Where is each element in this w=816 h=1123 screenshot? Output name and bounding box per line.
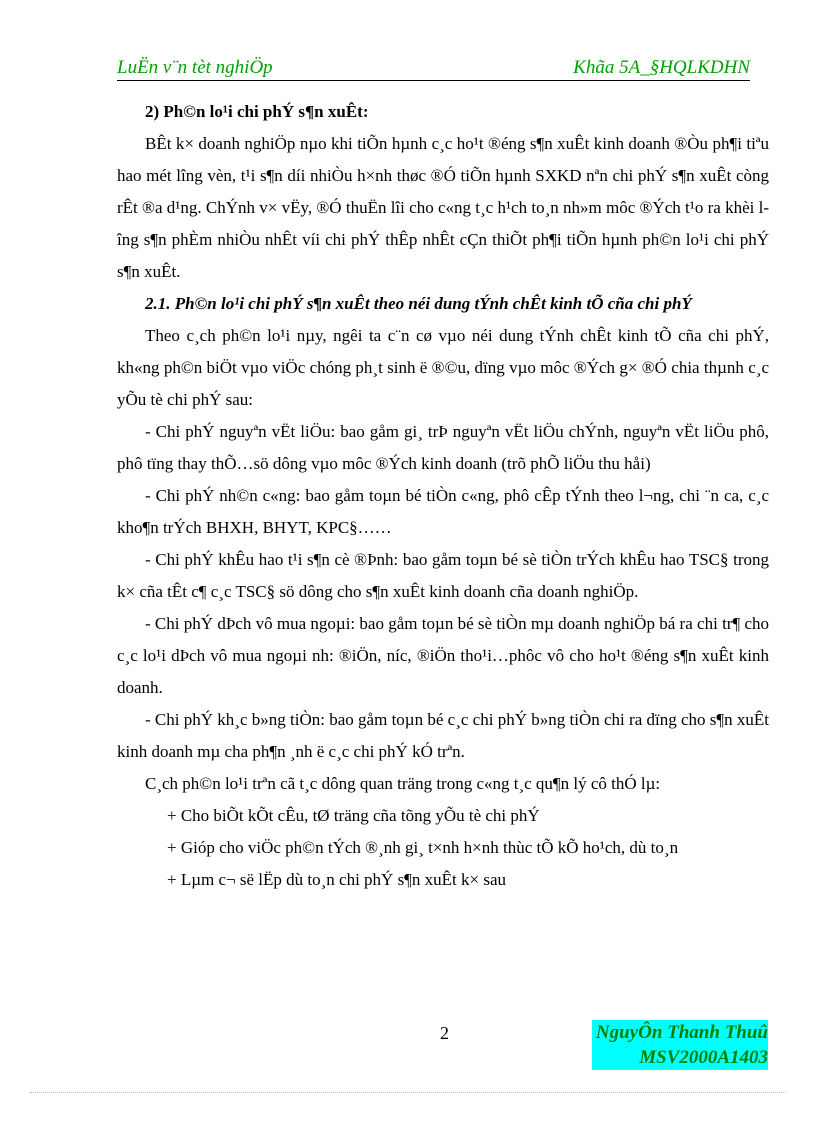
document-body (117, 96, 769, 896)
subsection-heading: 2.1. Ph©n lo¹i chi phÝ s¶n xuÊt theo néi dung tÝnh chÊt kinh tÕ cña chi phÝ (145, 294, 692, 313)
footer-author-name: NguyÔn Thanh Thuû (592, 1020, 768, 1045)
page-footer (592, 1020, 768, 1070)
paragraph-classification: Theo c¸ch ph©n lo¹i nµy, ngêi ta c¨n cø vµo néi dung tÝnh chÊt kinh tÕ cña chi phÝ, kh«ng ph©n biÖt vµo viÖc chóng ph¸t sinh ë ®©u, dïng vµo môc ®Ých g× ®Ó chia thµnh c¸c yÕu tè chi phÝ sau: (117, 326, 769, 409)
page-divider (30, 1092, 786, 1093)
list-item: - Chi phÝ dÞch vô mua ngoµi: bao gåm toµn bé sè tiÒn mµ doanh nghiÖp bá ra chi tr¶ cho c¸c lo¹i dÞch vô mua ngoµi nh: ®iÖn, níc, ®iÖn tho¹i…phôc vô cho ho¹t ®éng s¶n xuÊt kinh doanh. (117, 614, 769, 697)
footer-student-code: MSV2000A1403 (592, 1045, 768, 1070)
page-number: 2 (440, 1023, 449, 1043)
list-item: + Lµm c¬ së lËp dù to¸n chi phÝ s¶n xuÊt k× sau (167, 870, 506, 889)
paragraph-effect: C¸ch ph©n lo¹i trªn cã t¸c dông quan träng trong c«ng t¸c qu¶n lý cô thÓ lµ: (145, 774, 661, 793)
list-item: - Chi phÝ nh©n c«ng: bao gåm toµn bé tiÒn c«ng, phô cÊp tÝnh theo l¬ng, chi ¨n ca, c¸c kho¶n trÝch BHXH, BHYT, KPC§…… (117, 486, 769, 537)
section-heading: 2) Ph©n lo¹i chi phÝ s¶n xuÊt: (145, 102, 369, 121)
list-item: - Chi phÝ kh¸c b»ng tiÒn: bao gåm toµn bé c¸c chi phÝ b»ng tiÒn chi ra dïng cho s¶n xuÊt kinh doanh mµ cha ph¶n ¸nh ë c¸c chi phÝ kÓ trªn. (117, 710, 769, 761)
list-item: - Chi phÝ nguyªn vËt liÖu: bao gåm gi¸ trÞ nguyªn vËt liÖu chÝnh, nguyªn vËt liÖu phô, phô tïng thay thÕ…sö dông vµo môc ®Ých kinh doanh (trõ phÕ liÖu thu håi) (117, 422, 769, 473)
header-course: Khãa 5A_§HQLKDHN (573, 57, 750, 78)
list-item: + Gióp cho viÖc ph©n tÝch ®¸nh gi¸ t×nh h×nh thùc tÕ kÕ ho¹ch, dù to¸n (167, 838, 679, 857)
page-header (117, 52, 750, 81)
paragraph-intro: BÊt k× doanh nghiÖp nµo khi tiÕn hµnh c¸c ho¹t ®éng s¶n xuÊt kinh doanh ®Òu ph¶i tiªu hao mét lîng vèn, t¹i s¶n díi nhiÒu h×nh thøc ®Ó tiÕn hµnh SXKD nªn chi phÝ s¶n xuÊt còng rÊt ®a d¹ng. ChÝnh v× vËy, ®Ó thuËn lîi cho c«ng t¸c h¹ch to¸n nh»m môc ®Ých t¹o ra khèi lîng s¶n phÈm nhiÒu nhÊt víi chi phÝ thÊp nhÊt cÇn thiÕt ph¶i tiÕn hµnh ph©n lo¹i chi phÝ s¶n xuÊt. (117, 134, 769, 281)
list-item: - Chi phÝ khÊu hao t¹i s¶n cè ®Þnh: bao gåm toµn bé sè tiÒn trÝch khÊu hao TSC§ trong k× cña tÊt c¶ c¸c TSC§ sö dông cho s¶n xuÊt kinh doanh cña doanh nghiÖp. (117, 550, 769, 601)
list-item: + Cho biÕt kÕt cÊu, tØ träng cña tõng yÕu tè chi phÝ (167, 806, 540, 825)
header-thesis-title: LuËn v¨n tèt nghiÖp (117, 57, 273, 78)
